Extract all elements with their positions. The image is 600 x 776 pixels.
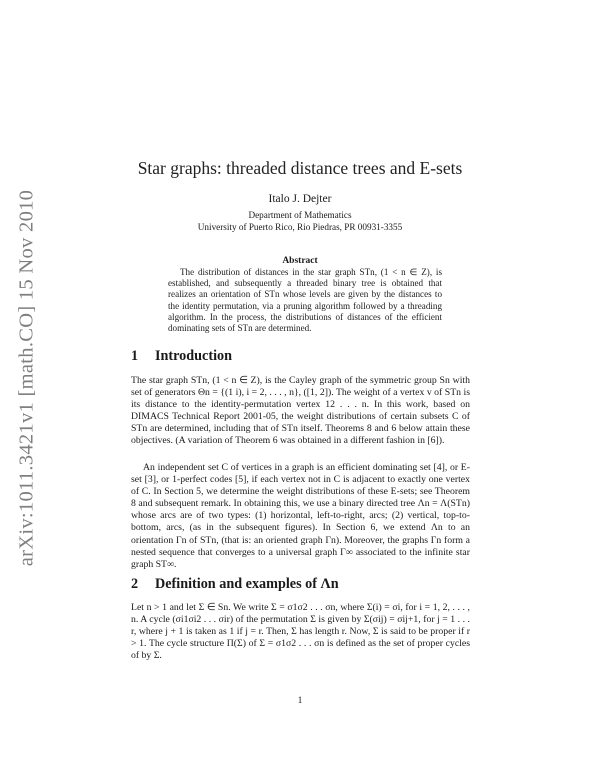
paper-title: Star graphs: threaded distance trees and E-sets: [137, 158, 463, 178]
paragraph: An independent set C of vertices in a graph is an efficient dominating set [4], or E-set [3], or 1-perfect codes [5], if each vertex not in C is adjacent to exactly one vertex of C. In Section 5, we determine the weight distributions of these E-sets; see Theorem 8 and subsequent remark. In obtaining this, we use a binary directed tree Λn = Λ(STn) whose arcs are of two types: (1) horizontal, left-to-right, arcs; (2) vertical, top-to-bottom, arcs, (as in the subsequent figures). In Section 6, we extend Λn to an orientation Γn of STn, (that is: an oriented graph Γn). Moreover, the graphs Γn form a nested sequence that converges to a universal graph Γ∞ associated to the infinite star graph ST∞.: [131, 462, 470, 570]
paragraph: Let n > 1 and let Σ ∈ Sn. We write Σ = σ1σ2 . . . σn, where Σ(i) = σi, for i = 1, 2, . . . , n. A cycle (σi1σi2 . . . σir) of the permutation Σ is given by Σ(σij) = σij+1, for j = 1 . . . r, where j + 1 is taken as 1 if j = r. Then, Σ has length r. Now, Σ is said to be proper if r > 1. The cycle structure Π(Σ) of Σ = σ1σ2 . . . σn is defined as the set of proper cycles of by Σ.: [131, 602, 470, 662]
paragraph: The star graph STn, (1 < n ∈ Z), is the Cayley graph of the symmetric group Sn with set of generators Θn = {(1 i), i = 2, . . . , n}, ([1, 2]). The weight of a vertex v of STn is its distance to the identity-permutation vertex 12 . . . n. In this work, based on DIMACS Technical Report 2001-05, the weight distributions of certain subsets C of STn are determined, including that of STn itself. Theorems 8 and 6 below attain these objectives. (A variation of Theorem 6 was obtained in a different fashion in [6]).: [131, 375, 470, 447]
section-heading-definition: [131, 576, 339, 593]
section-number: 2: [131, 576, 139, 592]
author-name: Italo J. Dejter: [268, 193, 332, 205]
section-title: Introduction: [155, 348, 232, 364]
affiliation-university: University of Puerto Rico, Rio Piedras, PR 00931-3355: [197, 222, 403, 232]
affiliation-department: Department of Mathematics: [248, 210, 352, 220]
section-number: 1: [131, 348, 139, 364]
page-number: 1: [297, 696, 303, 706]
arxiv-identifier: arXiv:1011.3421v1 [math.CO] 15 Nov 2010: [15, 189, 38, 567]
abstract-text: The distribution of distances in the star graph STn, (1 < n ∈ Z), is established, and subsequently a threaded binary tree is obtained that realizes an orientation of STn whose levels are given by the distances to the identity permutation, via a pruning algorithm followed by a threading algorithm. In the process, the distributions of distances of the efficient dominating sets of STn are determined.: [168, 267, 442, 334]
abstract-heading: Abstract: [282, 256, 318, 266]
section-title: Definition and examples of Λn: [155, 576, 339, 592]
section-heading-introduction: [131, 348, 232, 365]
